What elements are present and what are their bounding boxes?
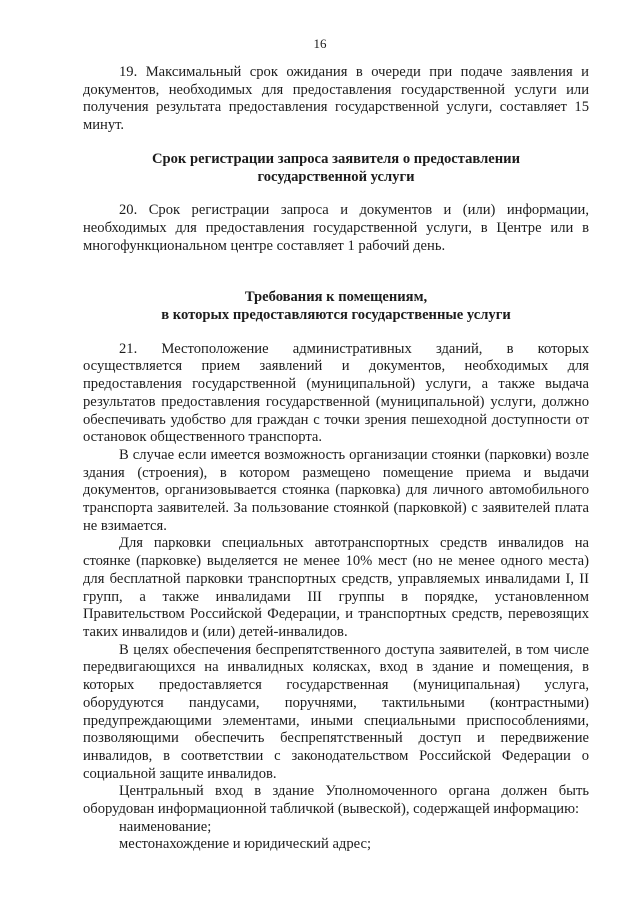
heading-line: государственной услуги bbox=[257, 168, 415, 185]
list-item: наименование; bbox=[119, 818, 212, 835]
heading-line: Требования к помещениям, bbox=[244, 289, 428, 306]
heading-line: в которых предоставляются государственные услуги bbox=[161, 307, 511, 324]
paragraph-disabled-parking: Для парковки специальных автотранспортных средств инвалидов на стоянке (парковке) выделяется не менее 10% мест (но не менее одного места) для бесплатной парковки транспортных средств, управляемых инвалидами I, II групп, а также инвалидами III группы в порядке, установленном Правительством Российской Федерации, и транспортных средств, перевозящих таких инвалидов и (или) детей-инвалидов. bbox=[83, 535, 589, 640]
section-heading-premises bbox=[83, 289, 589, 324]
paragraph-19: 19. Максимальный срок ожидания в очереди при подаче заявления и документов, необходимых для предоставления государственной услуги или получения результата предоставления государственной услуги, составляет 15 минут. bbox=[83, 64, 589, 134]
heading-line: Срок регистрации запроса заявителя о предоставлении bbox=[151, 150, 520, 167]
list-item: местонахождение и юридический адрес; bbox=[119, 836, 372, 853]
document-body bbox=[83, 64, 589, 854]
paragraph-entrance-sign: Центральный вход в здание Уполномоченного органа должен быть оборудован информационной табличкой (вывеской), содержащей информацию: bbox=[83, 783, 589, 818]
page-number: 16 bbox=[313, 36, 327, 51]
paragraph-accessibility: В целях обеспечения беспрепятственного доступа заявителей, в том числе передвигающихся на инвалидных колясках, вход в здание и помещения, в которых предоставляется государственная (муниципальная) услуга, оборудуются пандусами, поручнями, тактильными (контрастными) предупреждающими элементами, иными специальными приспособлениями, позволяющими обеспечить беспрепятственный доступ и передвижение инвалидов, в соответствии с законодательством Российской Федерации о социальной защите инвалидов. bbox=[83, 641, 589, 782]
paragraph-parking: В случае если имеется возможность организации стоянки (парковки) возле здания (строения), в котором размещено помещение приема и выдачи документов, организовывается стоянка (парковка) для личного автомобильного транспорта заявителей. За пользование стоянкой (парковкой) с заявителей плата не взимается. bbox=[83, 446, 589, 534]
section-heading-registration bbox=[83, 151, 589, 186]
paragraph-21: 21. Местоположение административных зданий, в которых осуществляется прием заявлений и документов, необходимых для предоставления государственной (муниципальной) услуги, а также выдача результатов предоставления государственной (муниципальной) услуги, должно обеспечивать удобство для граждан с точки зрения пешеходной доступности от остановок общественного транспорта. bbox=[83, 340, 589, 446]
paragraph-20: 20. Срок регистрации запроса и документов и (или) информации, необходимых для предоставления государственной услуги, в Центре или в многофункциональном центре составляет 1 рабочий день. bbox=[83, 202, 589, 254]
